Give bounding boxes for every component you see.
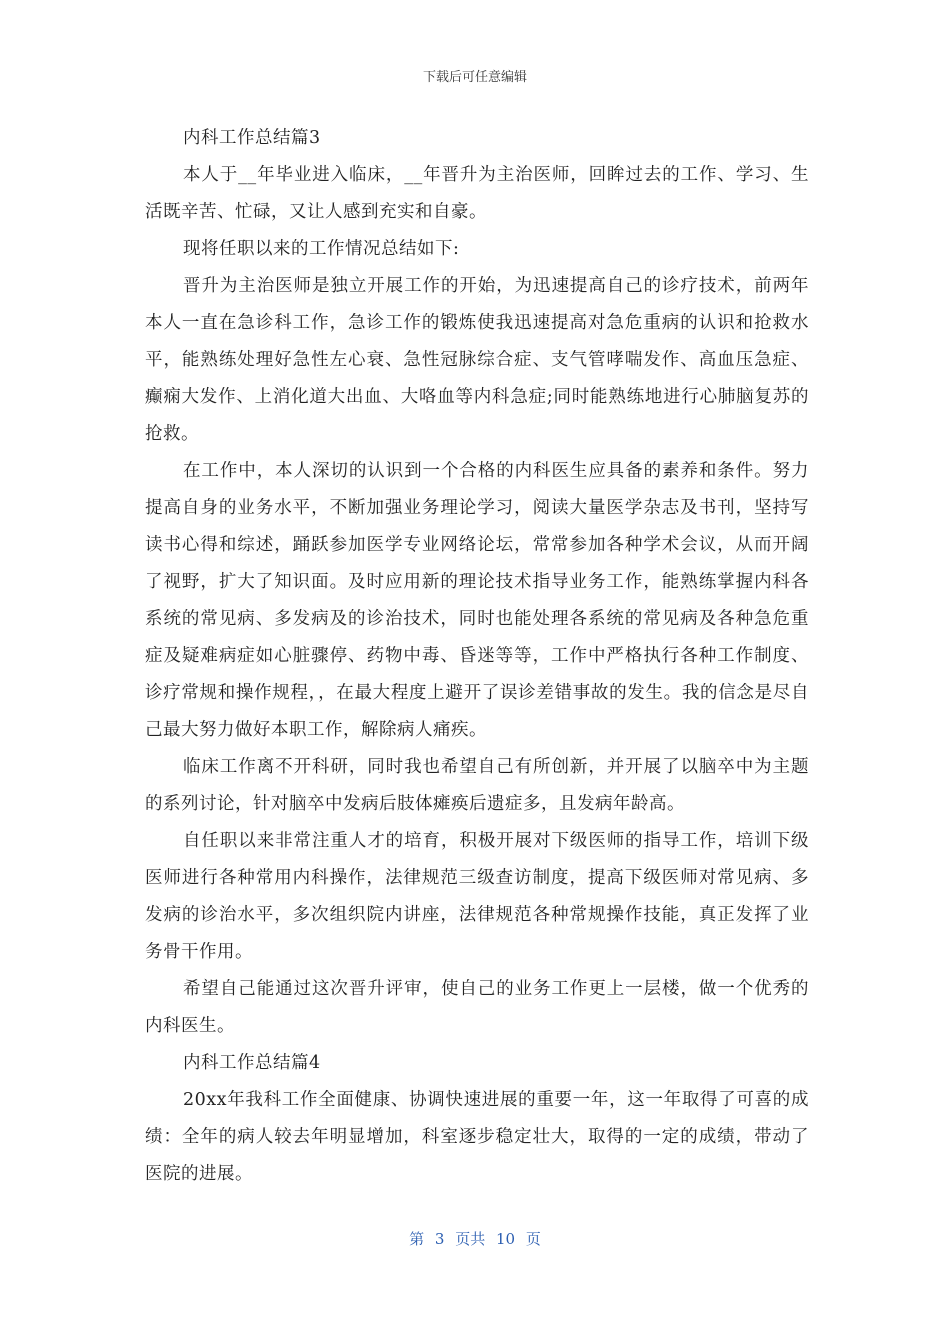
footer-end-label: 页 (525, 1230, 541, 1248)
section-heading-4: 内科工作总结篇4 (183, 1053, 321, 1073)
document-body (145, 120, 809, 1193)
paragraph: 晋升为主治医师是独立开展工作的开始，为迅速提高自己的诊疗技术，前两年本人一直在急诊科工作，急诊工作的锻炼使我迅速提高对急危重病的认识和抢救水平，能熟练处理好急性左心衰、急性冠脉综合症、支气管哮喘发作、高血压急症、癫痫大发作、上消化道大出血、大咯血等内科急症;同时能熟练地进行心肺脑复苏的抢救。 (145, 276, 809, 444)
page-header: 下载后可任意编辑 (422, 70, 527, 85)
paragraph: 临床工作离不开科研，同时我也希望自己有所创新，并开展了以脑卒中为主题的系列讨论，针对脑卒中发病后肢体瘫痪后遗症多，且发病年龄高。 (145, 757, 809, 814)
page-footer (0, 1228, 950, 1249)
section-heading-3: 内科工作总结篇3 (183, 128, 321, 148)
footer-page-number: 3 (434, 1230, 445, 1248)
paragraph: 本人于__年毕业进入临床，__年晋升为主治医师，回眸过去的工作、学习、生活既辛苦、忙碌，又让人感到充实和自豪。 (145, 165, 809, 222)
paragraph: 20xx年我科工作全面健康、协调快速进展的重要一年，这一年取得了可喜的成绩：全年的病人较去年明显增加，科室逐步稳定壮大，取得的一定的成绩，带动了医院的进展。 (145, 1090, 809, 1184)
footer-page-label: 第 (409, 1230, 425, 1248)
footer-middle-label: 页共 (455, 1230, 486, 1248)
paragraph: 希望自己能通过这次晋升评审，使自己的业务工作更上一层楼，做一个优秀的内科医生。 (145, 979, 809, 1036)
paragraph: 自任职以来非常注重人才的培育，积极开展对下级医师的指导工作，培训下级医师进行各种常用内科操作，法律规范三级查访制度，提高下级医师对常见病、多发病的诊治水平，多次组织院内讲座，法律规范各种常规操作技能，真正发挥了业务骨干作用。 (145, 831, 809, 962)
paragraph: 在工作中，本人深切的认识到一个合格的内科医生应具备的素养和条件。努力提高自身的业务水平，不断加强业务理论学习，阅读大量医学杂志及书刊，坚持写读书心得和综述，踊跃参加医学专业网络论坛，常常参加各种学术会议，从而开阔了视野，扩大了知识面。及时应用新的理论技术指导业务工作，能熟练掌握内科各系统的常见病、多发病及的诊治技术，同时也能处理各系统的常见病及各种急危重症及疑难病症如心脏骤停、药物中毒、昏迷等等，工作中严格执行各种工作制度、诊疗常规和操作规程，，在最大程度上避开了误诊差错事故的发生。我的信念是尽自己最大努力做好本职工作，解除病人痛疾。 (145, 461, 809, 740)
footer-total-pages: 10 (496, 1230, 516, 1248)
paragraph: 现将任职以来的工作情况总结如下: (183, 239, 460, 259)
